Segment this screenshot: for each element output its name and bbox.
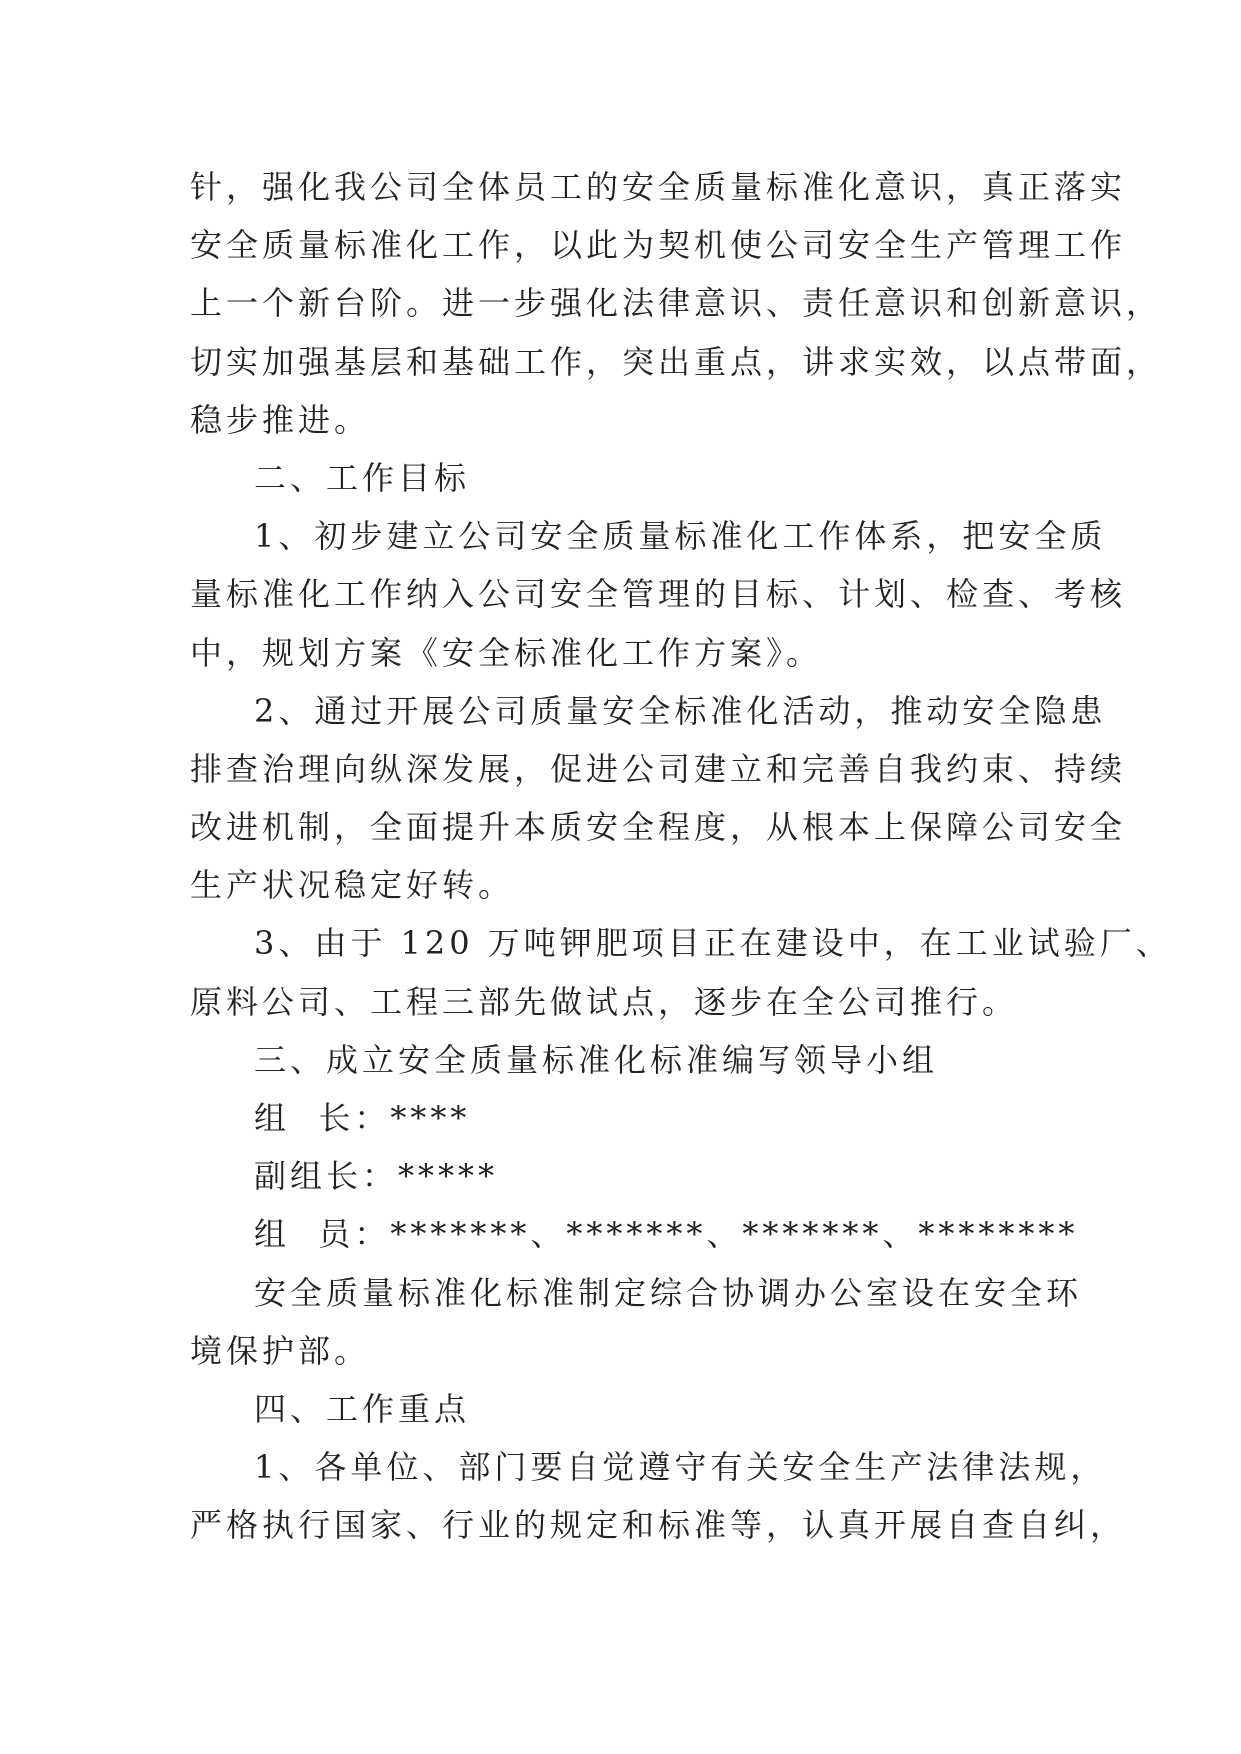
section-heading: 二、工作目标 [254,458,471,497]
paragraph-line: 中，规划方案《安全标准化工作方案》。 [190,633,823,672]
paragraph-line: 境保护部。 [190,1331,371,1370]
section-heading: 四、工作重点 [254,1389,471,1428]
paragraph-line: 原料公司、工程三部先做试点，逐步在全公司推行。 [190,982,1019,1021]
paragraph-line: 切实加强基层和基础工作，突出重点，讲求实效，以点带面， [190,342,1163,381]
paragraph-line: 改进机制，全面提升本质安全程度，从根本上保障公司安全 [190,808,1127,847]
paragraph-line: 排查治理向纵深发展，促进公司建立和完善自我约束、持续 [190,749,1127,788]
paragraph-line: 2、通过开展公司质量安全标准化活动，推动安全隐患 [254,691,1107,730]
members-line: 组 员：*******、*******、*******、******** [254,1215,1079,1254]
paragraph-line: 1、各单位、部门要自觉遵守有关安全生产法律法规， [254,1448,1107,1487]
paragraph-line: 量标准化工作纳入公司安全管理的目标、计划、检查、考核 [190,575,1127,614]
paragraph-line: 安全质量标准化工作，以此为契机使公司安全生产管理工作 [190,226,1127,265]
paragraph-line: 稳步推进。 [190,400,371,439]
paragraph-line: 安全质量标准化标准制定综合协调办公室设在安全环 [254,1273,1083,1312]
paragraph-line: 3、由于 120 万吨钾肥项目正在建设中，在工业试验厂、 [254,924,1172,963]
group-leader-line: 组 长：**** [254,1099,471,1137]
document-body [190,158,1172,1555]
deputy-leader-line: 副组长：***** [254,1157,499,1196]
paragraph-line: 上一个新台阶。进一步强化法律意识、责任意识和创新意识， [190,284,1163,323]
section-heading: 三、成立安全质量标准化标准编写领导小组 [254,1040,939,1079]
paragraph-line: 严格执行国家、行业的规定和标准等，认真开展自查自纠， [190,1506,1127,1545]
paragraph-line: 1、初步建立公司安全质量标准化工作体系，把安全质 [254,517,1107,556]
paragraph-line: 针，强化我公司全体员工的安全质量标准化意识，真正落实 [190,168,1127,206]
paragraph-line: 生产状况稳定好转。 [190,866,515,905]
